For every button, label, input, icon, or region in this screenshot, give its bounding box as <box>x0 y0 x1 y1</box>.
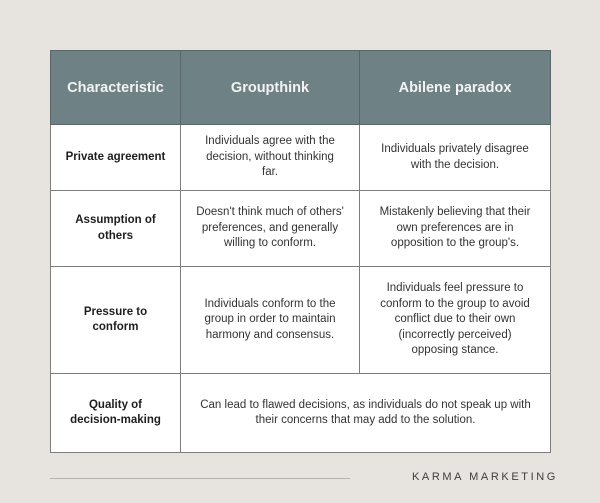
row-label: Private agreement <box>51 125 181 191</box>
abilene-cell: Individuals privately disagree with the decision. <box>360 125 551 191</box>
comparison-table <box>50 50 551 453</box>
table-row <box>51 125 551 191</box>
brand-name: KARMA MARKETING <box>412 471 558 483</box>
table-row <box>51 267 551 374</box>
header-abilene-paradox: Abilene paradox <box>360 51 551 125</box>
groupthink-cell: Individuals conform to the group in order to maintain harmony and consensus. <box>181 267 360 374</box>
abilene-cell: Individuals feel pressure to conform to the group to avoid conflict due to their own (incorrectly perceived) opposing stance. <box>360 267 551 374</box>
groupthink-cell: Doesn't think much of others' preferences, and generally willing to conform. <box>181 191 360 267</box>
row-label: Assumption of others <box>51 191 181 267</box>
table-row <box>51 191 551 267</box>
abilene-cell: Mistakenly believing that their own preferences are in opposition to the group's. <box>360 191 551 267</box>
header-characteristic: Characteristic <box>51 51 181 125</box>
groupthink-cell: Individuals agree with the decision, without thinking far. <box>181 125 360 191</box>
header-groupthink: Groupthink <box>181 51 360 125</box>
shared-cell: Can lead to flawed decisions, as individuals do not speak up with their concerns that may add to the solution. <box>181 374 551 453</box>
table-row <box>51 374 551 453</box>
footer-divider <box>50 478 350 479</box>
table-header-row <box>51 51 551 125</box>
row-label: Pressure to conform <box>51 267 181 374</box>
row-label: Quality of decision-making <box>51 374 181 453</box>
